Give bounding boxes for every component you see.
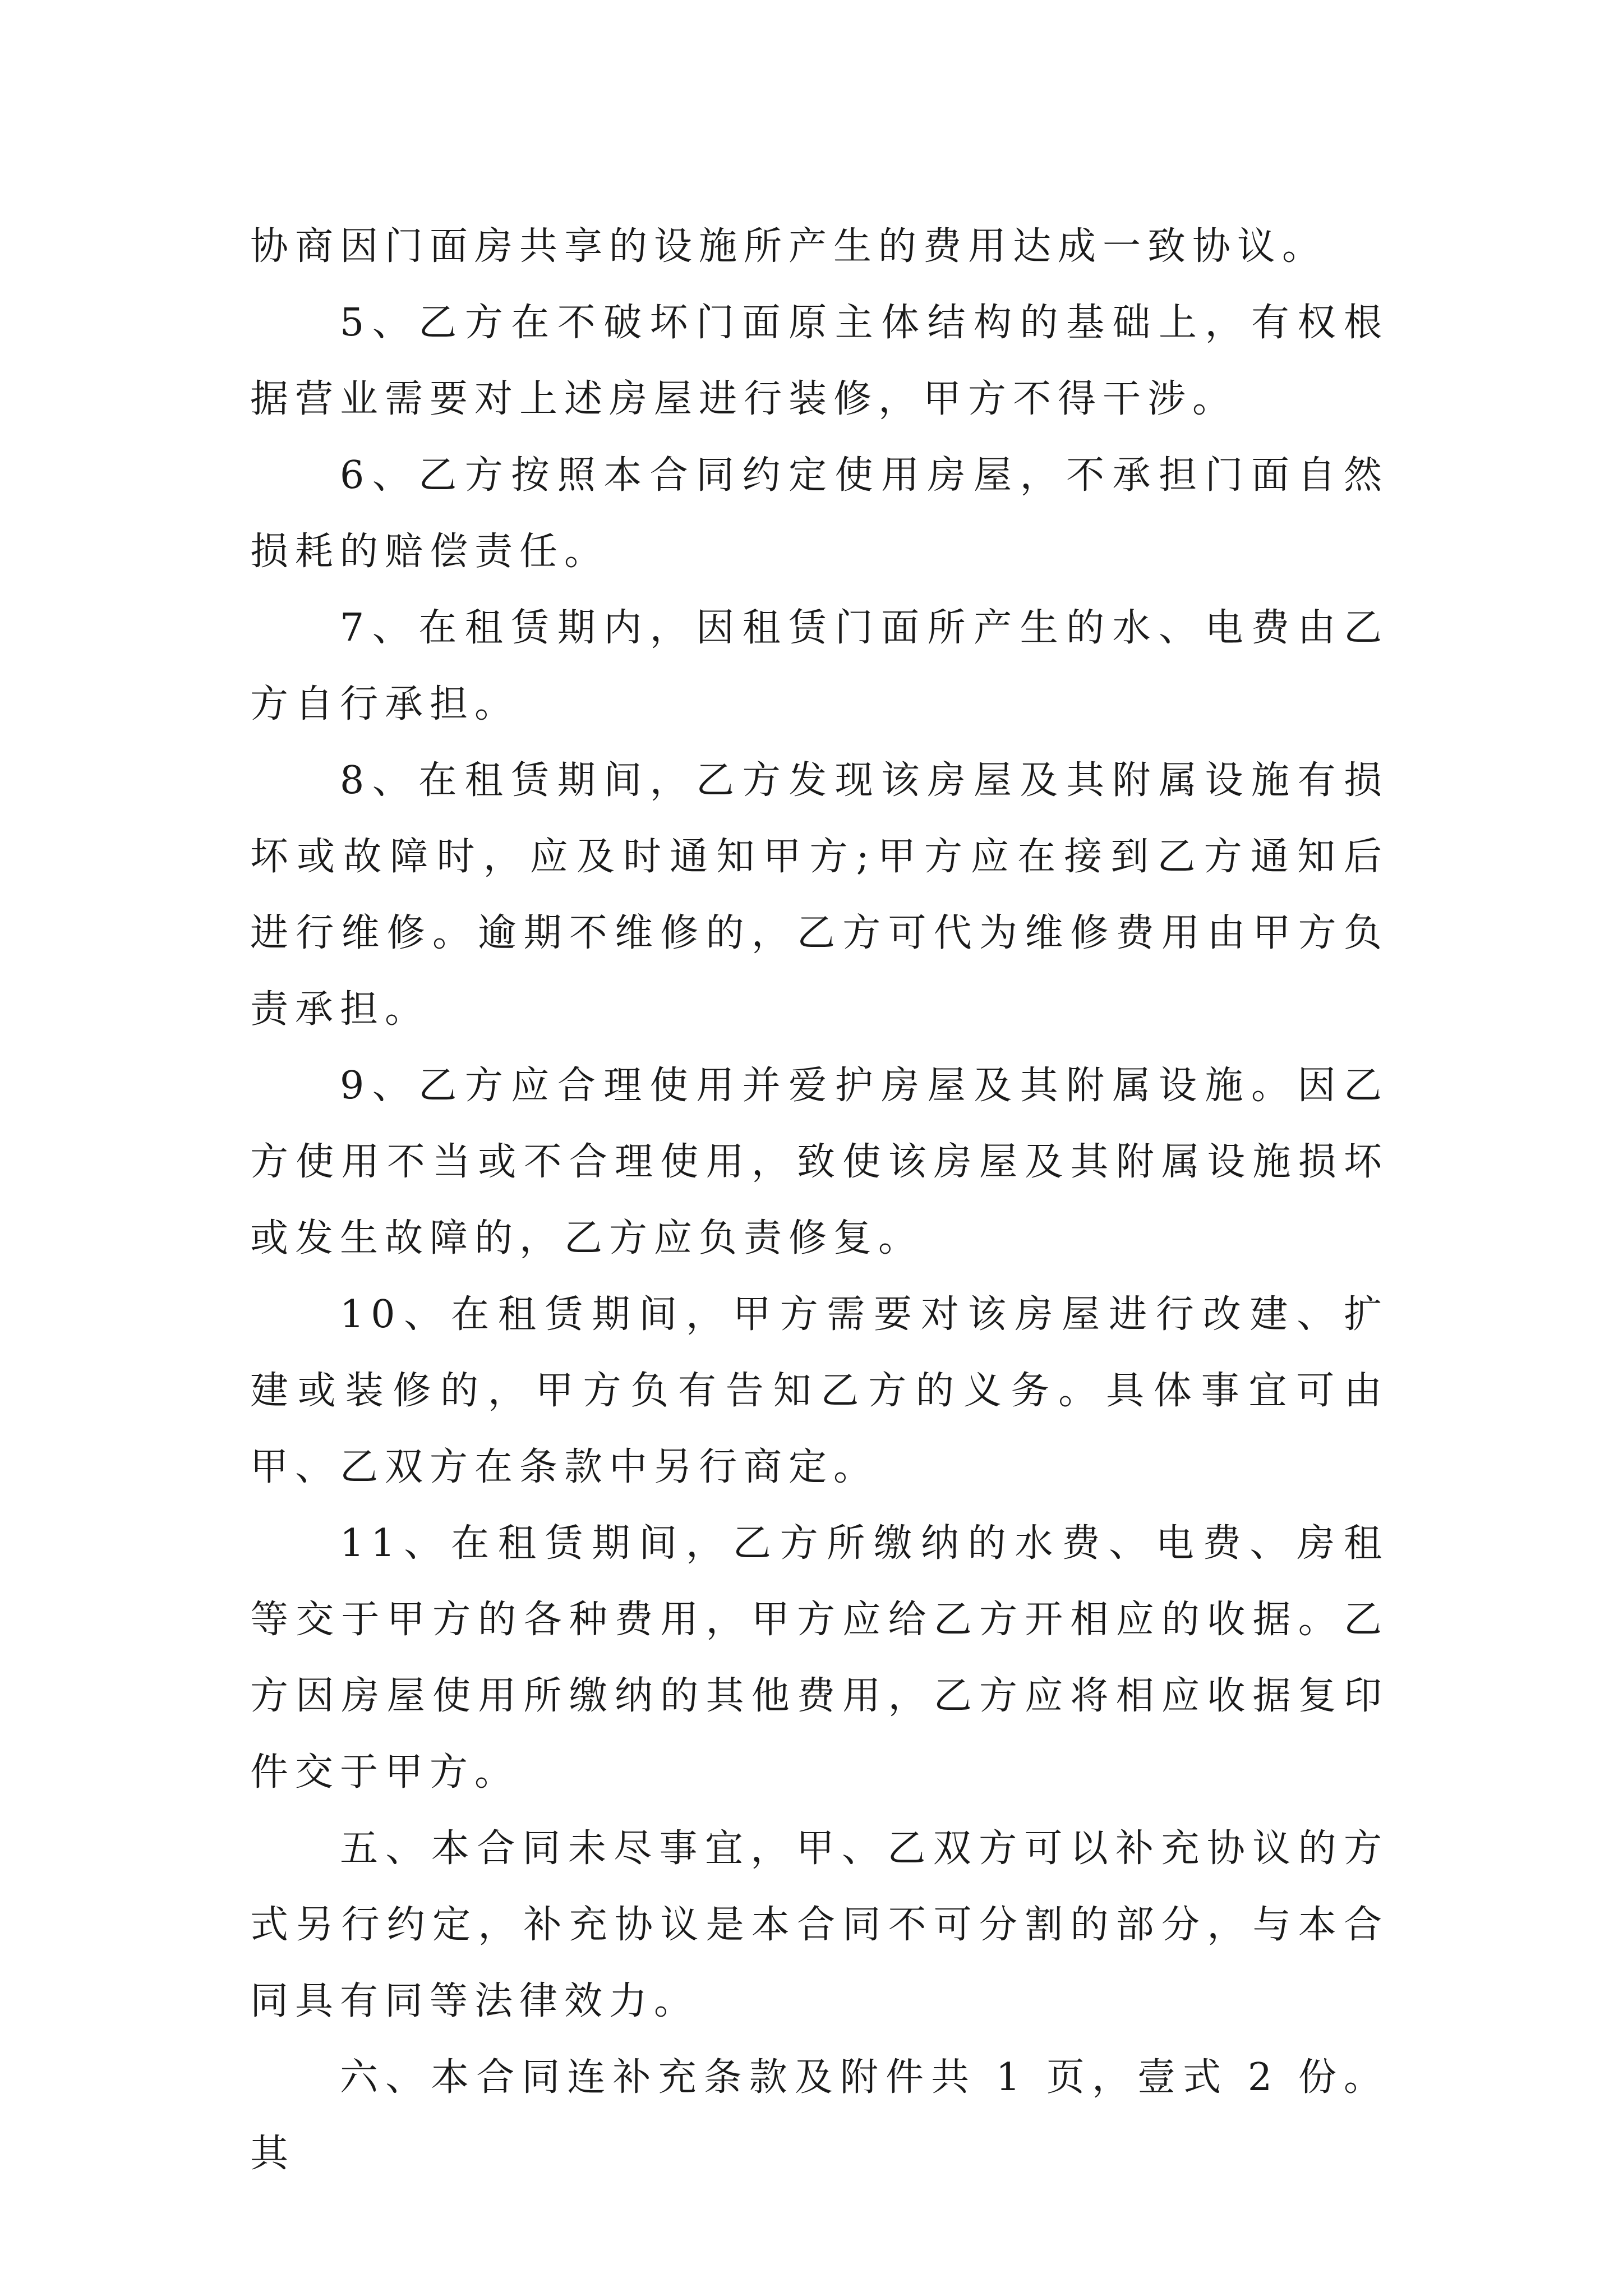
clause-8: 8、在租赁期间，乙方发现该房屋及其附属设施有损坏或故障时，应及时通知甲方;甲方应在接到乙方通知后进行维修。逾期不维修的，乙方可代为维修费用由甲方负责承担。 <box>250 758 1389 1032</box>
section-5: 五、本合同未尽事宜，甲、乙双方可以补充协议的方式另行约定，补充协议是本合同不可分割的部分，与本合同具有同等法律效力。 <box>250 1826 1389 2023</box>
clause-6: 6、乙方按照本合同约定使用房屋，不承担门面自然损耗的赔偿责任。 <box>250 453 1389 574</box>
paragraph-continuation: 协商因门面房共享的设施所产生的费用达成一致协议。 <box>250 224 1327 269</box>
clause-9: 9、乙方应合理使用并爱护房屋及其附属设施。因乙方使用不当或不合理使用，致使该房屋及其附属设施损坏或发生故障的，乙方应负责修复。 <box>250 1064 1389 1260</box>
clause-5: 5、乙方在不破坏门面原主体结构的基础上，有权根据营业需要对上述房屋进行装修，甲方不得干涉。 <box>250 301 1389 421</box>
document-body <box>250 209 1389 2192</box>
clause-7: 7、在租赁期内，因租赁门面所产生的水、电费由乙方自行承担。 <box>250 606 1389 726</box>
section-6: 六、本合同连补充条款及附件共 1 页，壹式 2 份。其 <box>250 2055 1389 2176</box>
clause-10: 10、在租赁期间，甲方需要对该房屋进行改建、扩建或装修的，甲方负有告知乙方的义务。具体事宜可由甲、乙双方在条款中另行商定。 <box>250 1292 1389 1489</box>
clause-11: 11、在租赁期间，乙方所缴纳的水费、电费、房租等交于甲方的各种费用，甲方应给乙方开相应的收据。乙方因房屋使用所缴纳的其他费用，乙方应将相应收据复印件交于甲方。 <box>250 1521 1389 1795</box>
